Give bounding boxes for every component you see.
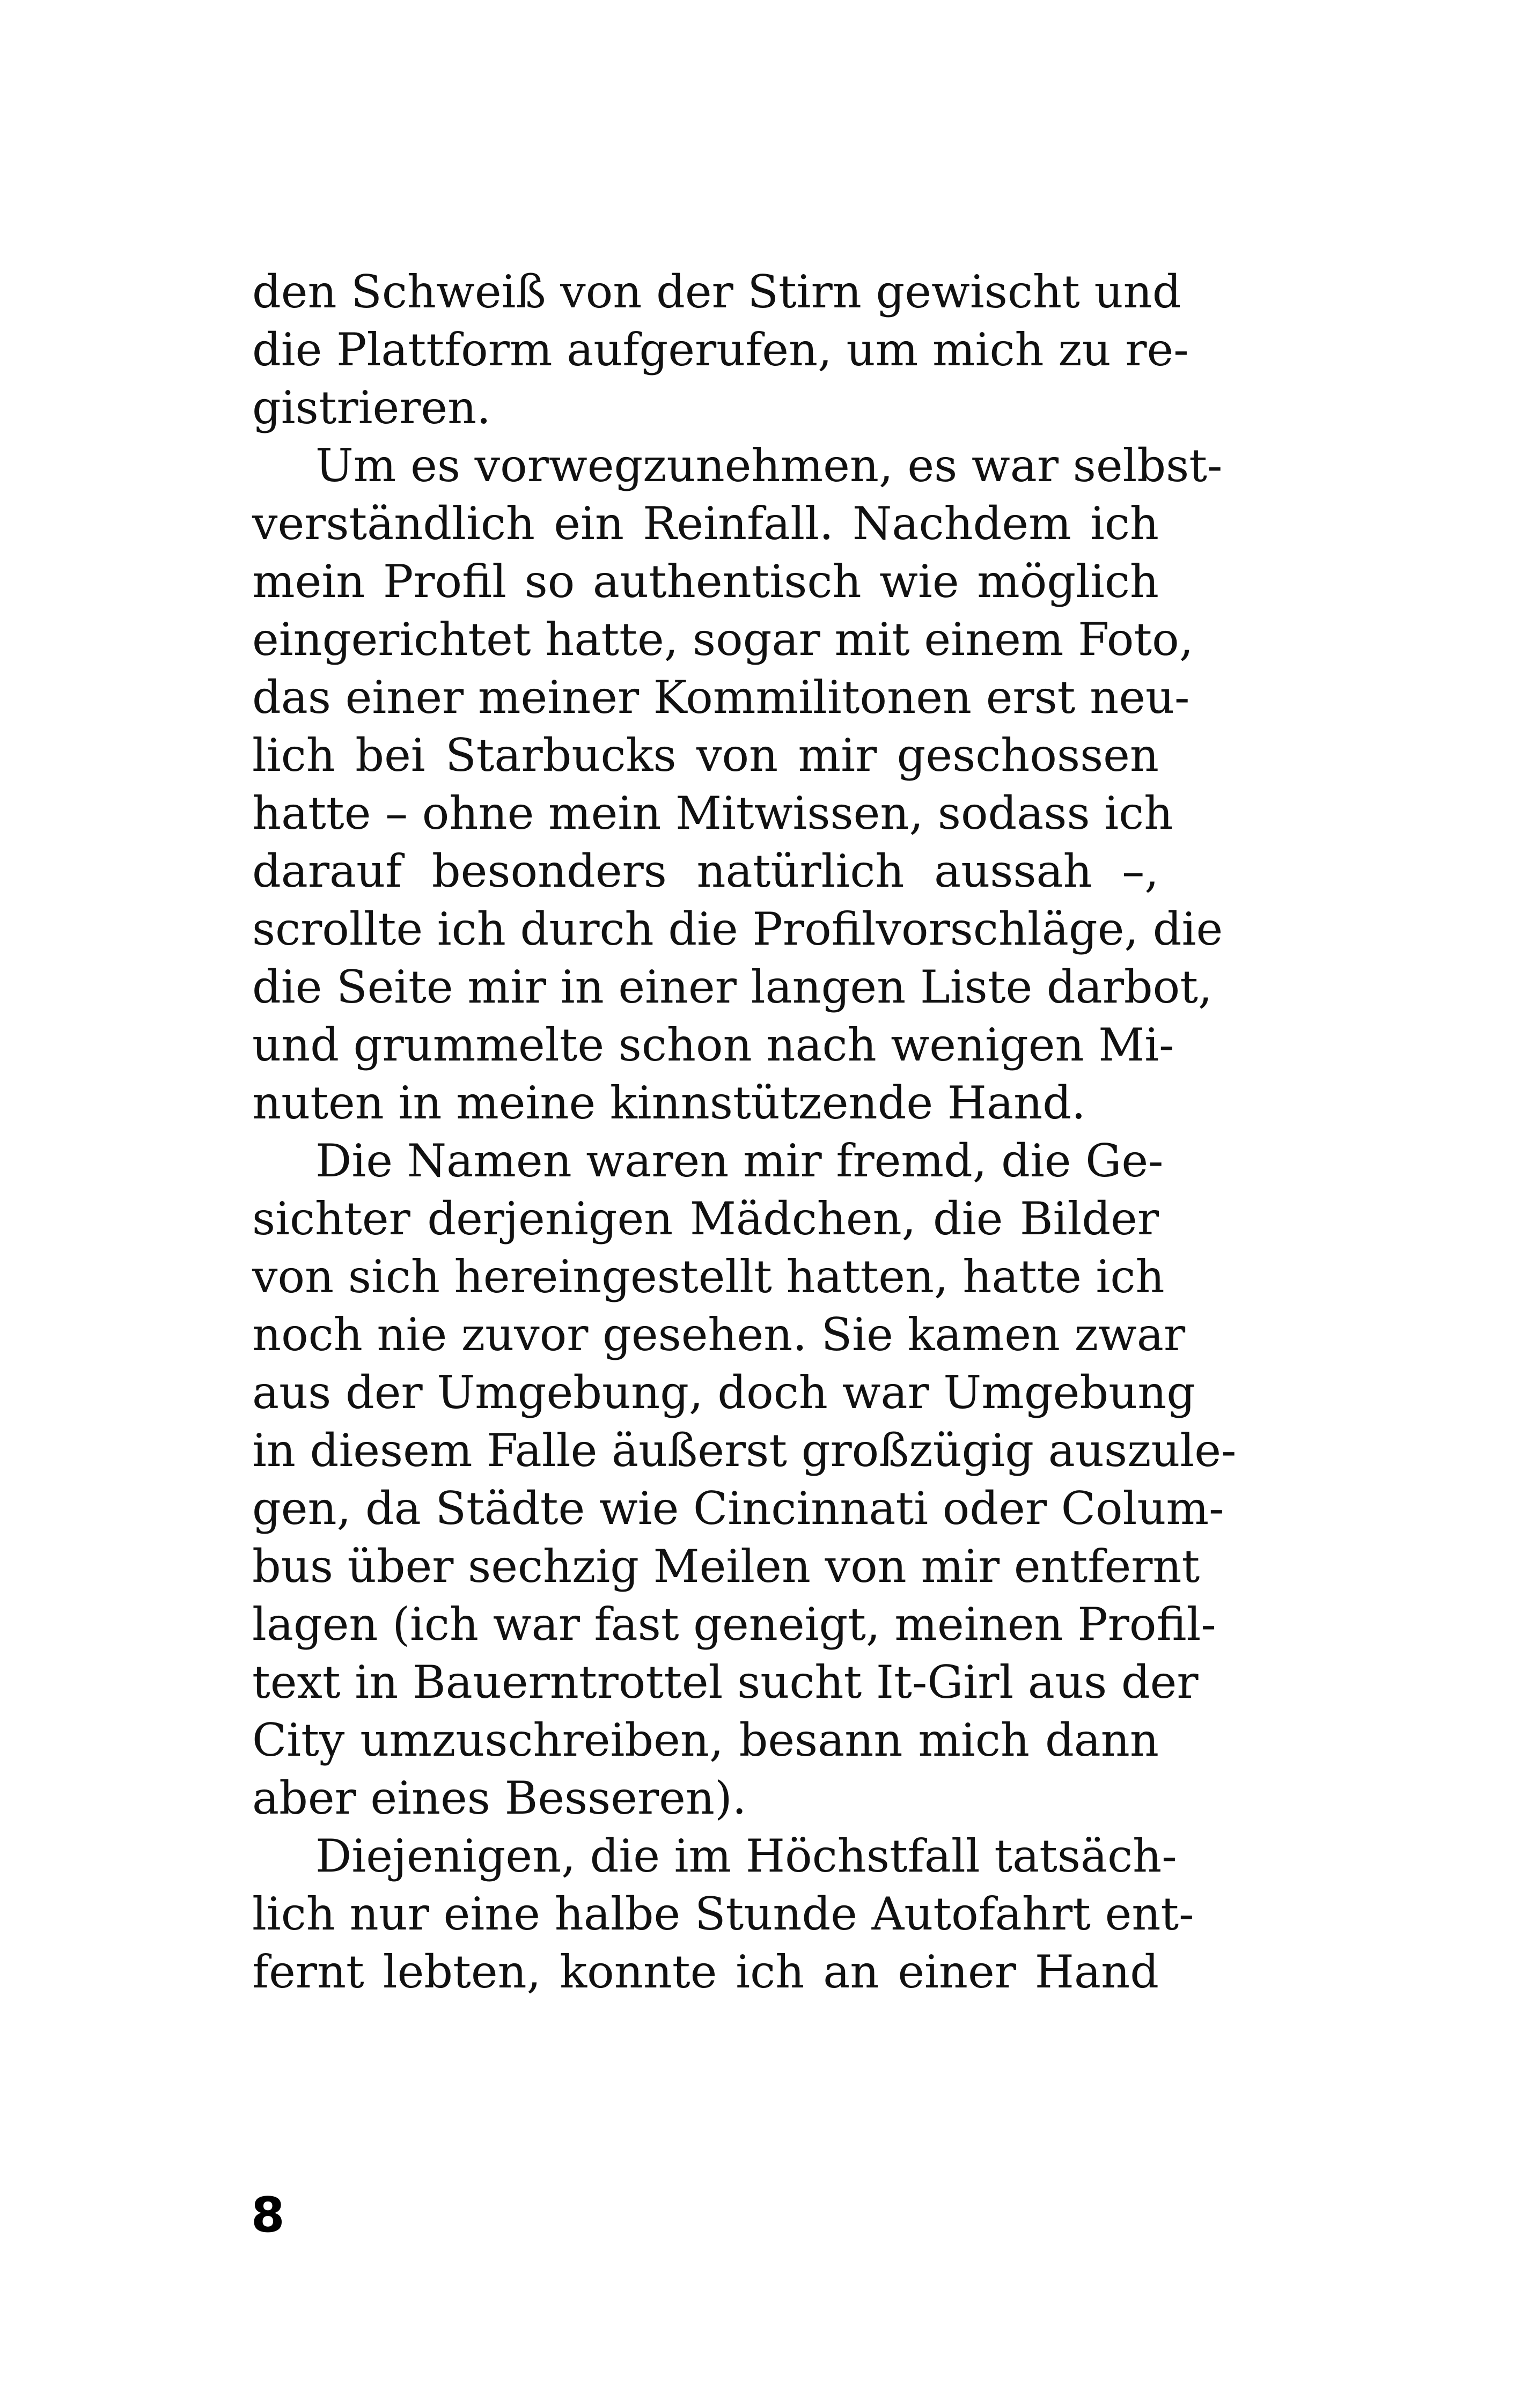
text-line: Um es vorwegzunehmen, es war selbst- — [315, 439, 1223, 492]
text-line: den Schweiß von der Stirn gewischt und — [252, 266, 1181, 318]
text-line: eingerichtet hatte, sogar mit einem Foto, — [252, 613, 1194, 666]
text-line: bus über sechzig Meilen von mir entfernt — [252, 1540, 1200, 1593]
body-text — [252, 263, 1237, 2001]
text-line: gistrieren. — [252, 381, 491, 434]
text-line: Diejenigen, die im Höchstfall tatsäch- — [315, 1830, 1177, 1882]
text-line: lich bei Starbucks von mir geschossen — [252, 729, 1159, 782]
text-line: lagen (ich war fast geneigt, meinen Profil- — [252, 1598, 1216, 1651]
text-line: die Plattform aufgerufen, um mich zu re- — [252, 323, 1189, 376]
text-line: hatte – ohne mein Mitwissen, sodass ich — [252, 787, 1173, 840]
text-line: noch nie zuvor gesehen. Sie kamen zwar — [252, 1308, 1186, 1361]
text-line: gen, da Städte wie Cincinnati oder Colum- — [252, 1482, 1224, 1535]
text-line: fernt lebten, konnte ich an einer Hand — [252, 1946, 1159, 1998]
text-line: Die Namen waren mir fremd, die Ge- — [315, 1135, 1164, 1187]
text-line: verständlich ein Reinfall. Nachdem ich — [252, 497, 1159, 550]
text-line: in diesem Falle äußerst großzügig auszule- — [252, 1424, 1237, 1477]
text-line: City umzuschreiben, besann mich dann — [252, 1714, 1159, 1766]
page-number: 8 — [251, 2187, 285, 2243]
text-line: von sich hereingestellt hatten, hatte ich — [252, 1250, 1165, 1303]
text-line: mein Profil so authentisch wie möglich — [252, 555, 1159, 608]
text-line: aus der Umgebung, doch war Umgebung — [252, 1366, 1196, 1419]
text-line: text in Bauerntrottel sucht It-Girl aus der — [252, 1656, 1199, 1709]
text-line: sichter derjenigen Mädchen, die Bilder — [252, 1192, 1159, 1245]
text-line: das einer meiner Kommilitonen erst neu- — [252, 671, 1190, 724]
text-line: die Seite mir in einer langen Liste darbot, — [252, 961, 1213, 1013]
text-line: darauf besonders natürlich aussah –, — [252, 845, 1159, 897]
text-line: nuten in meine kinnstützende Hand. — [252, 1077, 1086, 1129]
text-line: und grummelte schon nach wenigen Mi- — [252, 1019, 1174, 1071]
text-line: scrollte ich durch die Profilvorschläge, die — [252, 903, 1223, 955]
text-line: lich nur eine halbe Stunde Autofahrt ent- — [252, 1888, 1194, 1940]
text-line: aber eines Besseren). — [252, 1772, 747, 1824]
